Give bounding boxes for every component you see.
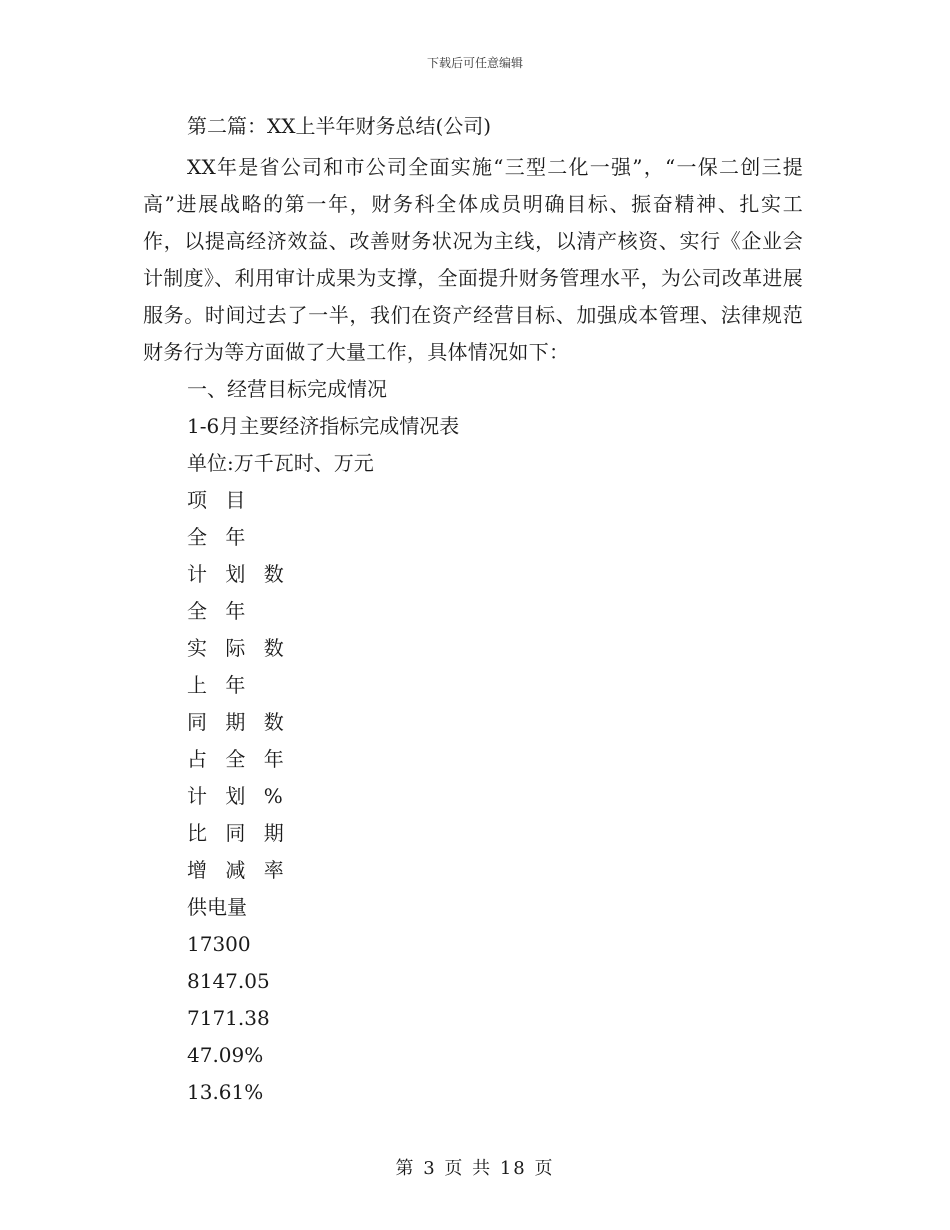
table-cell: 计 划 % xyxy=(187,784,289,808)
table-cell: 同 期 数 xyxy=(187,710,290,734)
document-body xyxy=(143,111,803,1111)
table-cell: 全 年 xyxy=(187,599,252,623)
table-cell: 占 全 年 xyxy=(187,747,290,771)
table-cell: 计 划 数 xyxy=(187,562,290,586)
table-cell: 全 年 xyxy=(187,525,252,549)
table-cell: 实 际 数 xyxy=(187,636,290,660)
page-number: 第 3 页 共 18 页 xyxy=(395,1158,555,1179)
table-cell: 比 同 期 xyxy=(187,821,290,845)
table-cell: 项 目 xyxy=(187,488,252,512)
intro-paragraph: XX年是省公司和市公司全面实施“三型二化一强”，“一保二创三提高”进展战略的第一年，财务科全体成员明确目标、振奋精神、扎实工作，以提高经济效益、改善财务状况为主线，以清产核资、实行《企业会计制度》、利用审计成果为支撑，全面提升财务管理水平，为公司改革进展服务。时间过去了一半，我们在资产经营目标、加强成本管理、法律规范财务行为等方面做了大量工作，具体情况如下： xyxy=(143,155,803,364)
table-cell: 增 减 率 xyxy=(187,858,290,882)
table-cell: 8147.05 xyxy=(187,969,270,993)
section-title: 第二篇：XX上半年财务总结(公司) xyxy=(187,114,492,138)
heading-business-targets: 一、经营目标完成情况 xyxy=(187,377,387,401)
table-cell: 47.09% xyxy=(187,1043,264,1067)
table-cell: 7171.38 xyxy=(187,1006,270,1030)
table-unit: 单位:万千瓦时、万元 xyxy=(187,451,374,475)
table-cell: 13.61% xyxy=(187,1080,264,1104)
table-cell: 供电量 xyxy=(187,895,247,919)
table-cell: 上 年 xyxy=(187,673,252,697)
table-cell: 17300 xyxy=(187,932,251,956)
table-caption: 1-6月主要经济指标完成情况表 xyxy=(187,414,460,438)
page-header: 下载后可任意编辑 xyxy=(426,56,523,70)
body-lines xyxy=(143,371,803,1111)
